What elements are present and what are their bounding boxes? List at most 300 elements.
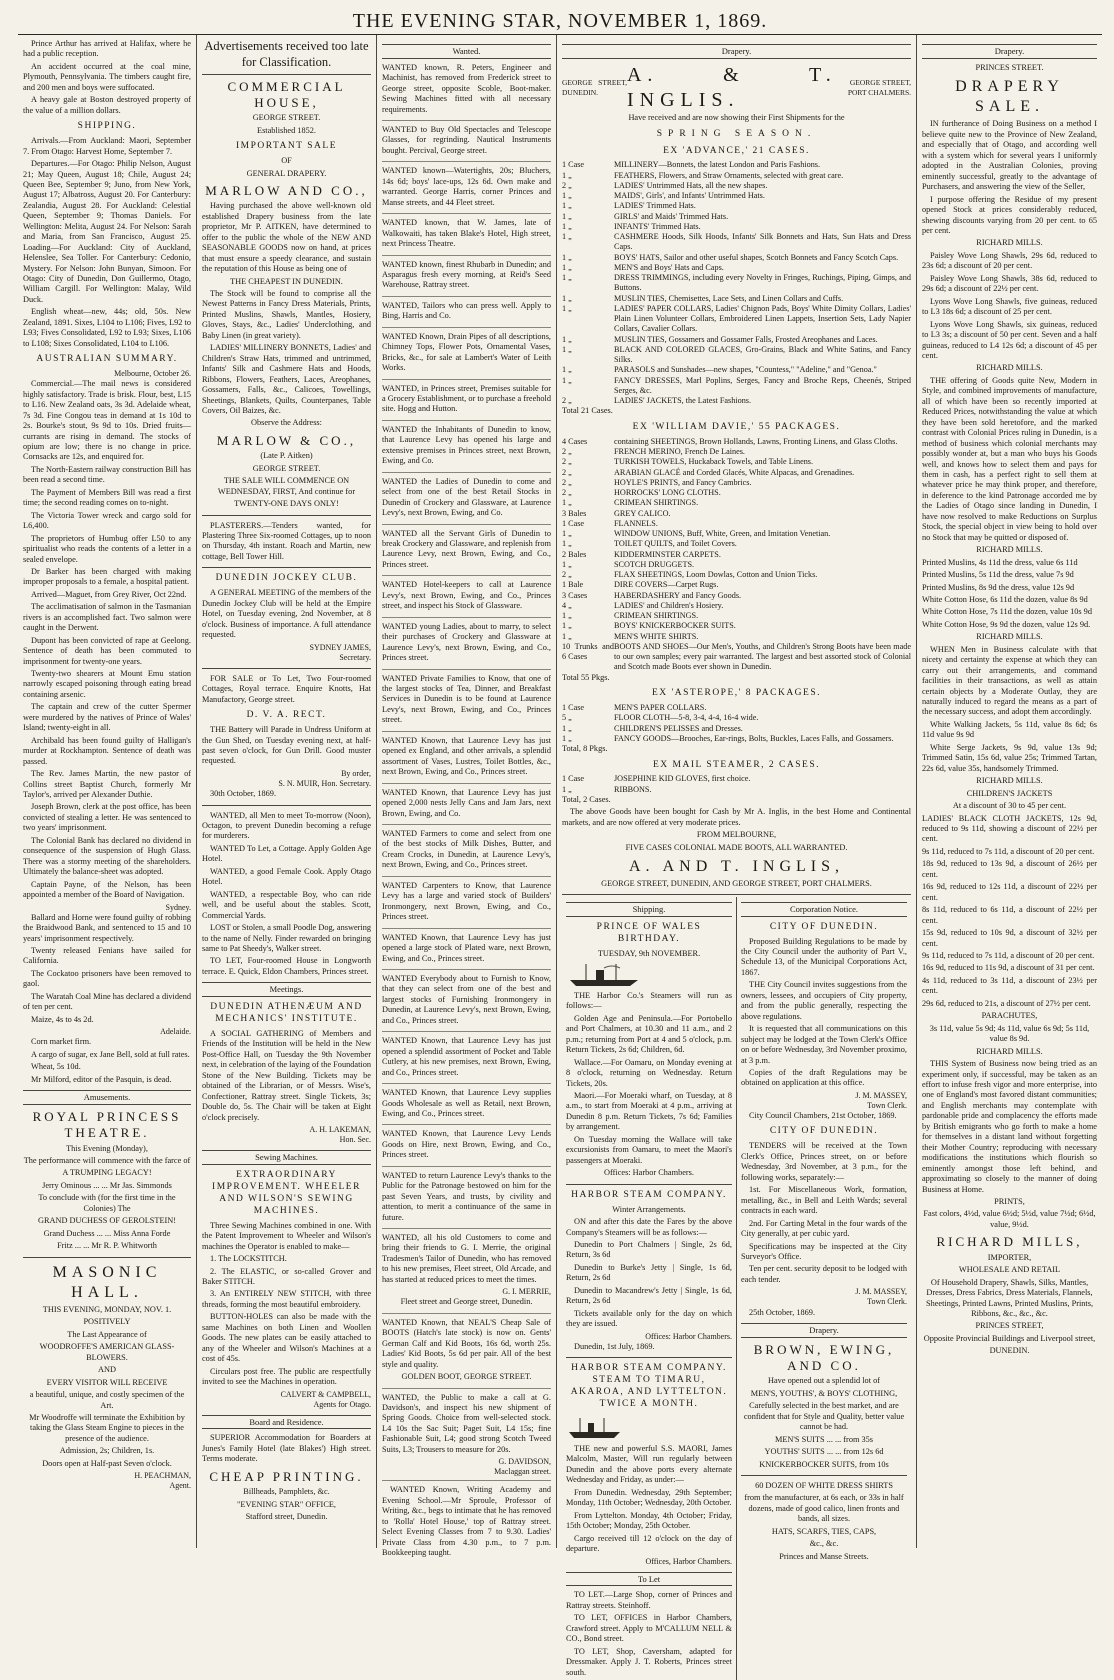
divider [566, 1184, 732, 1185]
hsc-line: ON and after this date the Fares by the above Company's Steamers will be as follows:— [566, 1217, 732, 1237]
goods-description: GREY CALICO. [614, 508, 671, 518]
goods-description: FLANNELS. [614, 518, 658, 528]
jockey-club-title: DUNEDIN JOCKEY CLUB. [215, 573, 358, 584]
prints-body: Fast colors, 4½d, value 6½d; 5½d, value 7½d; 6½d, value, 9½d. [923, 1209, 1096, 1229]
to-let-ad: TO LET, OFFICES in Harbor Chambers, Crawford street. Apply to M'CALLUM NELL & CO., Bond street. [566, 1613, 732, 1644]
summary-item: The Victoria Tower wreck and cargo sold for L6,400. [23, 510, 191, 531]
richard-mills: RICHARD MILLS. [976, 1046, 1043, 1056]
goods-row [562, 345, 911, 366]
wanted-ad-text: WANTED, the Public to make a call at G. Davidson's, and inspect his new shipment of Spring Goods. Choice from well-selected stock. L4 10s the Sac Suit; Paget Suit, L4 15s; fine Fashionable Suit, L4; good strong Scotch Tweed Suits, L3; Trousers to measure for 20s. [382, 1392, 551, 1454]
brown-ewing-title: BROWN, EWING, AND CO. [753, 1341, 895, 1374]
lost-ad: LOST or Stolen, a small Poodle Dog, answering to the name of Nelly. Finder rewarded on bringing same to Pat Sheedy's, Walker street. [202, 923, 371, 953]
goods-description: GIRLS' and Maids' Trimmed Hats. [614, 211, 729, 221]
sydney-item: Maize, 4s to 4s 2d. [31, 1014, 94, 1024]
sale-begin: THE SALE WILL COMMENCE ON WEDNESDAY, FIRST, And continue for [217, 476, 356, 496]
goods-row [562, 539, 911, 549]
mills-intro: IN furtherance of Doing Business on a method I believe quite new to the Province of New Zealand, and especially that of Otago, and according well with a system which for several years I uniformly adopted in the Australian Colonies, proving eminently successful, greatly to the advantage of Purchasers, and answering the view of the Seller, [922, 119, 1097, 192]
masonic-line: THIS EVENING, MONDAY, NOV. 1. [42, 1304, 172, 1314]
goods-description: CHILDREN'S PELISSES and Dresses. [614, 723, 743, 733]
ladies-line: 18s 9d, reduced to 13s 9d, a discount of 26½ per cent. [922, 859, 1097, 879]
theatre-line: The performance will commence with the farce of [23, 1155, 191, 1165]
masonic-title: MASONIC HALL. [52, 1263, 162, 1301]
to-let-ad: TO LET, Shop, Caversham, adapted for Dressmaker. Apply J. T. Roberts, Princes street south. [566, 1646, 732, 1677]
shirts-body: from the manufacturer, at 6s each, or 33s in half dozens, made of good calico, linen fronts and bands, all sizes. [744, 1493, 904, 1524]
goods-row [562, 611, 911, 621]
tender-line: TENDERS will be received at the Town Clerk's Office, Princes street, on or before Wednesday, 3rd November, at 3 p.m., for the following works, separately:— [741, 1141, 907, 1182]
goods-quantity: 2 „ [562, 447, 572, 457]
wanted-ad-neal [382, 1318, 551, 1389]
meetings-heading: Meetings. [202, 982, 371, 997]
children-jackets: CHILDREN'S JACKETS [966, 788, 1053, 798]
goods-quantity: 2 „ [562, 457, 572, 467]
goods-description: DIRE COVERS—Carpet Rugs. [614, 580, 719, 590]
goods-quantity: 1 „ [562, 375, 572, 385]
adelaide-item: Corn market firm. [31, 1037, 92, 1047]
theatre-line: To conclude with (for the first time in the Colonies) The [38, 1193, 176, 1213]
children-discount: At a discount of 30 to 45 per cent. [952, 801, 1067, 811]
wanted-ad [382, 674, 551, 732]
column-2 [196, 35, 376, 1548]
dva-order: By order, [341, 768, 371, 778]
goods-row [562, 601, 911, 611]
goods-quantity: 2 „ [562, 570, 572, 580]
masonic-line: WOODROFFE'S AMERICAN GLASS-BLOWERS. [39, 1342, 175, 1362]
wanted-ad-text: WANTED Hotel-keepers to call at Laurence Levy's, next Brown, Ewing, and Co., Princes street, and inspect his Stock of Glassware. [382, 580, 551, 611]
beco-address: Princes and Manse Streets. [779, 1551, 869, 1561]
divider [202, 668, 371, 669]
goods-quantity: 2 „ [562, 396, 572, 406]
goods-description: LADIES' Untrimmed Hats, all the new shapes. [614, 180, 768, 190]
hsc-date: Dunedin, 1st July, 1869. [574, 1341, 655, 1351]
hats-line: HATS, SCARFS, TIES, CAPS, [771, 1526, 877, 1536]
mills-footer-line: Opposite Provincial Buildings and Liverpool street, [923, 1333, 1096, 1343]
news-top [23, 39, 191, 116]
hsc-line: Tickets available only for the day on which they are issued. [566, 1308, 732, 1329]
asterope-table [562, 703, 911, 744]
goods-quantity: 3 Bales [562, 508, 587, 518]
sale-heading: IMPORTANT SALE [235, 141, 338, 152]
dva-title: D. V. A. RECT. [246, 710, 327, 721]
masonic-signature-title: Agent. [169, 1481, 191, 1491]
goods-row [562, 580, 911, 590]
goods-quantity: 1 Bale [562, 580, 584, 590]
masthead: THE EVENING STAR, NOVEMBER 1, 1869. [18, 8, 1102, 35]
sale-of: OF [281, 156, 292, 166]
corp-signature-title: Town Clerk. [867, 1100, 907, 1110]
wanted-ad-text: WANTED Known, Drain Pipes of all descriptions, Chimney Tops, Flower Pots, Ornamental Vases, Bricks, &c., for sale at Lambert's Water of Leith Works. [382, 331, 551, 373]
inglis-firm-2: A. AND T. INGLIS, [628, 858, 845, 876]
marlow-observe: Observe the Address: [251, 418, 322, 428]
muslin-line: Printed Muslins, 4s 11d the dress, value 6s 11d [922, 557, 1078, 567]
corp-line: THE City Council invites suggestions from the owners, lessees, and occupiers of City property, and from the public generally, respecting the above regulations. [741, 980, 907, 1021]
tender-line: 2nd. For Carting Metal in the four wards of the City generally, at per cubic yard. [741, 1218, 907, 1239]
wanted-ad-text: WANTED known, R. Peters, Engineer and Machinist, has removed from Frederick street to George street, opposite Scoble, Boot-maker. Sewing Machines fitted with all necessary requirements. [382, 62, 551, 114]
goods-description: MUSLIN TIES, Chemisettes, Lace Sets, and Linen Collars and Cuffs. [614, 293, 844, 303]
wanted-ad-text: WANTED the Inhabitants of Dunedin to know, that Laurence Levy has opened his large and extensive premises in Princes street, next Brown, Ewing, and Co. [382, 424, 551, 466]
asterope-heading: EX 'ASTEROPE,' 8 PACKAGES. [651, 688, 822, 699]
dva-date: 30th October, 1869. [210, 789, 277, 799]
goods-description: FANCY GOODS—Brooches, Ear-rings, Bolts, Buckles, Laces Falls, and Gossamers. [614, 733, 894, 743]
mail-table [562, 774, 911, 795]
wanted-ad-text: WANTED Known, that Laurence Levy has just opened 2,000 nests Jelly Cans and Jam Jars, next Brown, Ewing, and Co. [382, 787, 551, 818]
goods-description: LADIES' PAPER COLLARS, Ladies' Chignon Pads, Boys' White Dimity Collars, Ladies' Plain Linen Volunteer Collars, Embroidered Linen Lappets, Insertion Sets, Lady Napier Collars, Cavalier Collars. [614, 303, 911, 334]
goods-description: RIBBONS. [614, 784, 652, 794]
sewing-heading: Sewing Machines. [202, 1150, 371, 1165]
goods-quantity: 1 „ [562, 191, 572, 201]
mills-footer-name: RICHARD MILLS, [936, 1234, 1083, 1250]
corp-date: City Council Chambers, 21st October, 1869. [749, 1111, 897, 1121]
wanted-ad-text: WANTED known, finest Rhubarb in Dunedin; and Asparagus fresh every morning, at Reid's Seed Warehouse, Rattray street. [382, 259, 551, 290]
wanted-ad-text: WANTED Known, that NEAL'S Cheap Sale of BOOTS (Hatch's late stock) is now on. Gents' German Calf and Kid Boots, 16s 6d, worth 25s. Ladies' Kid Boots, 5s 6d per pair. All of the best style and quality. [382, 1317, 551, 1369]
sewing-line: BUTTON-HOLES can also be made with the same Machines on both Linen and Woollen Goods. The new plates can be easily attached to any of the Wheeler and Wilson's Machines at a cost of 45s. [202, 1312, 371, 1364]
etc-line: &c., &c. [809, 1539, 839, 1549]
wanted-ad-text: WANTED, Tailors who can press well. Apply to Bing, Harris and Co. [382, 300, 551, 321]
wanted-ad-text: WANTED Known, that Laurence Levy Lends Goods on Hire, next Brown, Ewing, and Co., Princes street. [382, 1129, 551, 1160]
tender-signature: J. M. MASSEY, [855, 1287, 907, 1297]
goods-quantity: 2 „ [562, 488, 572, 498]
ladies-line: 4s 11d, reduced to 3s 11d, a discount of 23½ per cent. [922, 975, 1097, 996]
wanted-ad-writing [382, 1485, 551, 1558]
goods-quantity: 1 „ [562, 784, 572, 794]
corp-line: It is requested that all communications on this subject may be lodged at the Town Clerk's Office on or before Wednesday, 3rd November proximo, at 3 p.m. [741, 1024, 907, 1065]
goods-quantity: 1 „ [562, 559, 572, 569]
shipping-item: Arrivals.—From Auckland: Maori, September 7. From Otago: Harvest Home, September 7. [23, 136, 191, 156]
goods-row [562, 232, 911, 253]
goods-row [562, 181, 911, 191]
drapery-sale-title: DRAPERY SALE. [955, 78, 1064, 116]
merrie-signature: G. I. MERRIE, [502, 1287, 551, 1297]
harbor-line: On Tuesday morning the Wallace will take excursionists from Oamaru, to meet the Maori's passengers at Moeraki. [566, 1134, 732, 1165]
marlow-title: MARLOW AND CO., [205, 183, 368, 199]
sewing-title: EXTRAORDINARY IMPROVEMENT. WHEELER AND WILSON'S SEWING MACHINES. [212, 1169, 361, 1216]
masonic-line: Doors open at Half-past Seven o'clock. [42, 1458, 172, 1468]
masonic-line: Mr Woodroffe will terminate the Exhibition by taking the Glass Steam Engine to pieces in the presence of the audience. [29, 1412, 185, 1443]
marlow-late: (Late P. Aitken) [260, 451, 313, 461]
goods-quantity: 1 „ [562, 201, 572, 211]
goods-description: INFANTS' Trimmed Hats. [614, 221, 701, 231]
adelaide-item: Wheat, 5s 10d. [31, 1062, 81, 1072]
marlow-title-2: MARLOW & CO., [216, 432, 357, 448]
davidson-signature: G. DAVIDSON, [498, 1457, 551, 1467]
mills-footer-line: IMPORTER, [987, 1252, 1032, 1262]
wanted-ad [382, 580, 551, 617]
summary-heading: AUSTRALIAN SUMMARY. [36, 354, 178, 365]
muslin-line: White Cotton Hose, 9s 9d the dozen, value 12s 9d. [922, 619, 1091, 629]
shipping-heading: SHIPPING. [77, 121, 137, 132]
ladies-line: 16s 9d, reduced to 12s 11d, a discount of 22½ per cent. [922, 882, 1097, 902]
dva-notice: THE Battery will Parade in Undress Uniform at the Gun Shed, on Tuesday evening next, at half-past seven o'clock, for Gun Drill. Good muster requested. [202, 725, 371, 766]
jockey-club-notice: A GENERAL MEETING of the members of the Dunedin Jockey Club will be held at the Empire Hotel, on Tuesday evening, 2nd November, at 8 o'clock. Business of importance. A full attendance requested. [202, 588, 371, 640]
marlow-body: LADIES' MILLINERY BONNETS, Ladies' and Children's Straw Hats, trimmed and untrimmed, Infants' Silk and Cashmere Hats and Hoods, Ribbons, Flowers, Feathers, Laces, Areophanes, Gossamers, Falls, &c., Calicoes, Towellings, Sheetings, Blankets, Quilts, Counterpanes, Table Covers, Oil Baizes, &c. [202, 343, 371, 416]
birthday-title: PRINCE OF WALES BIRTHDAY. [596, 921, 702, 944]
summary-list [23, 379, 191, 900]
inglis-firm: A. & T. INGLIS. [626, 63, 837, 111]
goods-description: FLAX SHEETINGS, Loom Dowlas, Cotton and Union Ticks. [614, 570, 818, 580]
goods-quantity: 1 Case [562, 774, 585, 784]
goods-quantity: 1 „ [562, 723, 572, 733]
summary-item: The acclimatisation of salmon in the Tasmanian rivers is an accomplished fact. Two salmon were caught in the Derwent. [23, 602, 191, 633]
divider [741, 1475, 907, 1476]
goods-row [562, 703, 911, 713]
summary-item: Dr Barker has been charged with making improper proposals to a female, a hospital patient. [23, 566, 191, 587]
goods-description: MEN'S and Boys' Hats and Caps. [614, 262, 724, 272]
wanted-ad-text: WANTED, in Princes street, Premises suitable for a Grocery Establishment, or to purchase a freehold site. Hogg and Hutton. [382, 383, 551, 414]
to-let-heading: To Let [566, 1572, 732, 1587]
wanted-ad-merrie [382, 1233, 551, 1314]
to-let-ad: TO LET, Four-roomed House in Longworth terrace. E. Quick, Eldon Chambers, Princes street. [202, 956, 371, 976]
wanted-ad-text: WANTED Known, Writing Academy and Evening School.—Mr Sproule, Professor of Writing, &c., begs to intimate that he has removed to 'Rolla' Hotel House,' top of Rattray street. Select Evening Classes from 7 to 9.30. Ladies' Private Class from 4.30 p.m., to 7 p.m. Bookkeeping taught. [382, 1485, 551, 1558]
mills-footer-line: PRINCES STREET, [975, 1321, 1044, 1331]
goods-quantity: 1 „ [562, 211, 572, 221]
harbor-line: Golden Age and Peninsula.—For Portobello and Port Chalmers, at 10.30 and 11 a.m., and 2 p.m.; returning from Port at 4 and 5 o'clock, p.m. Return Tickets, 2s 6d; Children, 6d. [566, 1013, 732, 1055]
goods-row [562, 201, 911, 211]
wanted-ad-davidson [382, 1393, 551, 1482]
summary-item: Archibald has been found guilty of Halligan's murder at Rockhampton. Sentence of death was passed. [23, 735, 191, 766]
sewing-line: 1. The LOCKSTITCH. [210, 1254, 287, 1264]
goods-quantity: 5 „ [562, 713, 572, 723]
wanted-ad-text: WANTED Known, that Laurence Levy has just opened a splendid assortment of Pocket and Table Cutlery, at his new premises, next Brown, Ewing, and Co., Princes street. [382, 1036, 551, 1077]
cheap-printing-office: "EVENING STAR" OFFICE, [237, 1499, 336, 1509]
davie-total: Total 55 Pkgs. [562, 672, 610, 682]
shipping-item: Departures.—For Otago: Philip Nelson, August 21; May Queen, August 18; Chile, August 24; Queen Bee, September 9; Juno, from New York, August 17; Albatross, August 20. For Canterbury: Zealandia, August 28. For Auckland: Celestial Queen, September 9; Thomas Daniels. For Wellington: Melita, August 24. For Nelson: Sarah and Maria, from San Francisco, August 25. Loading—For Auckland: City of Auckland, Helenslee, Sea Toller. For Canterbury: Cedonio, Mystery. For Nelson: John Bunyan, Simoon. For Otago: City of Dunedin, Don Guillermo, Otago, William Cargill. For Wellington: Malay, Wild Duck. [23, 159, 191, 304]
goods-description: MUSLIN TIES, Gossamers and Gossamer Falls, Frosted Areophanes and Laces. [614, 334, 878, 344]
goods-row [562, 724, 911, 734]
goods-quantity: 1 „ [562, 344, 572, 354]
columns [18, 35, 1102, 1677]
column-3 [376, 35, 556, 1558]
goods-description: MILLINERY—Bonnets, the latest London and Paris Fashions. [614, 160, 821, 170]
goods-quantity: 3 Cases [562, 590, 588, 600]
wanted-ad-text: WANTED Private Families to Know, that one of the largest stocks of Tea, Dinner, and Breakfast Services in Dunedin is to be found at Laurence Levy's, next Brown, Ewing, and Co., Princes street. [382, 673, 551, 725]
goods-row [562, 642, 911, 673]
masonic-line: POSITIVELY [83, 1317, 131, 1327]
goods-quantity: 1 „ [562, 621, 572, 631]
goods-row [562, 621, 911, 631]
timaru-line: THE new and powerful S.S. MAORI, James Malcolm, Master, Will run regularly between Dunedin and the above ports every alternate Wednesday and Friday, as under:— [566, 1444, 732, 1485]
ladies-line: 9s 11d, reduced to 7s 11d, a discount of 20 per cent. [922, 846, 1095, 856]
marlow-street: GEORGE STREET. [252, 463, 321, 473]
goods-quantity: 1 „ [562, 252, 572, 262]
drapery-heading: Drapery. [922, 44, 1097, 59]
ladies-line: 15s 9d, reduced to 10s 9d, a discount of 32½ per cent. [922, 928, 1097, 948]
goods-description: BOOTS AND SHOES—Our Men's, Youths, and Children's Strong Boots have been made to our own samples; every pair warranted. The largest and best assorted stock of Colonial and Scotch made Boots ever shown in Dunedin. [614, 641, 911, 672]
corp-signature: J. M. MASSEY, [855, 1090, 907, 1100]
beco-line: YOUTHS' SUITS ... ... from 12s 6d [764, 1447, 884, 1457]
mills-intro: I purpose offering the Residue of my present opened Stock at prices considerably reduced, shewing discounts varying from 20 per cent. to 65 per cent. [922, 194, 1097, 235]
goods-row [562, 529, 911, 539]
wanted-ad [382, 933, 551, 970]
column-5 [916, 35, 1102, 1548]
inglis-boots: FIVE CASES COLONIAL MADE BOOTS, ALL WARRANTED. [625, 842, 848, 852]
goods-row [562, 498, 911, 508]
marlow-cheapest: THE CHEAPEST IN DUNEDIN. [230, 276, 343, 286]
parachutes-title: PARACHUTES, [981, 1011, 1038, 1021]
theatre-title: ROYAL PRINCESS THEATRE. [32, 1108, 182, 1141]
advance-table [562, 160, 911, 406]
goods-description: HABERDASHERY and Fancy Goods. [614, 590, 742, 600]
tender-date: 25th October, 1869. [749, 1307, 816, 1317]
harbor-offices: Offices: Harbor Chambers. [604, 1168, 694, 1178]
tender-line: Specifications may be inspected at the City Surveyor's Office. [741, 1241, 907, 1261]
goods-description: BOYS' HATS, Sailor and other useful shapes, Scotch Bonnets and Fancy Scotch Caps. [614, 252, 899, 262]
adelaide-dateline: Adelaide. [160, 1027, 191, 1037]
theatre-line: Grand Duchess ... ... Miss Anna Forde [43, 1228, 171, 1238]
wanted-ad [382, 260, 551, 297]
wanted-ad [382, 529, 551, 577]
goods-row [562, 396, 911, 406]
shawl-line: Lyons Wove Long Shawls, five guineas, reduced to L3 18s 6d; a discount of 25 per cent. [922, 296, 1097, 317]
advance-total: Total 21 Cases. [562, 406, 613, 416]
wanted-ad [382, 829, 551, 877]
summary-item: Arrived—Maguet, from Grey River, Oct 22nd. [31, 589, 187, 599]
goods-description: BLACK AND COLORED GLACES, Gro-Grains, Black and White Satins, and Fancy Silks. [614, 344, 911, 365]
cheap-printing-address: Stafford street, Dunedin. [245, 1512, 328, 1522]
divider [566, 1357, 732, 1358]
jockey-club-signature-title: Secretary. [339, 652, 371, 662]
richard-mills: RICHARD MILLS. [976, 632, 1043, 642]
commercial-established: Established 1852. [257, 125, 316, 135]
wanted-ad: WANTED, a respectable Boy, who can ride well, and be useful about the stables. Scott, Commercial Yards. [202, 889, 371, 920]
summary-item: The proprietors of Humbug offer L50 to any spiritualist who reads the contents of a letter in a sealed envelope. [23, 533, 191, 564]
goods-quantity: 1 „ [562, 365, 572, 375]
corporation-heading: Corporation Notice. [741, 902, 907, 917]
tender-signature-title: Town Clerk. [867, 1297, 907, 1307]
board-heading: Board and Residence. [202, 1415, 371, 1430]
sydney-item: Twenty released Fenians have sailed for California. [23, 945, 191, 966]
summary-item: Dupont has been convicted of rape at Geelong. Sentence of death has been commuted to imprisonment for twenty-one years. [23, 635, 191, 666]
masonic-line: EVERY VISITOR WILL RECEIVE [46, 1377, 168, 1387]
to-let-ad: TO LET.—Large Shop, corner of Princes and Rattray streets. Steinhoff. [566, 1590, 732, 1610]
goods-row [562, 335, 911, 345]
shipping-item: English wheat—new, 44s; old, 50s. New Zealand, 1891. Sixes, L104 to L106; Fives, L92 to L93; Fives Consolidated, L92 to L93; Sixes, L106 to L108; Sixes Consolidated, L104 to L106. [23, 307, 191, 348]
hsc-line: Dunedin to Macandrew's Jetty | Single, 1s 6d, Return, 2s 6d [566, 1285, 732, 1306]
goods-quantity: 1 „ [562, 170, 572, 180]
goods-quantity: 1 „ [562, 262, 572, 272]
athenaeum-signature-title: Hon. Sec. [339, 1135, 371, 1145]
news-item: Prince Arthur has arrived at Halifax, where he had a public reception. [23, 39, 191, 59]
golden-boot: GOLDEN BOOT, GEORGE STREET. [401, 1372, 532, 1382]
column-4 [556, 35, 916, 1677]
muslin-line: Printed Muslins, 5s 11d the dress, value 7s 9d [922, 570, 1074, 580]
goods-row [562, 222, 911, 232]
goods-row [562, 160, 911, 170]
goods-row [562, 632, 911, 642]
goods-description: LADIES' and Children's Hosiery. [614, 600, 724, 610]
muslin-line: White Cotton Hose, 7s 11d the dozen, value 10s 9d [922, 607, 1092, 617]
wanted-ad [382, 1129, 551, 1166]
goods-row [562, 713, 911, 723]
harbor-line: Wallace.—For Oamaru, on Monday evening at 8 o'clock, returning on Wednesday. Return Tickets, 20s. [566, 1057, 732, 1088]
goods-row [562, 294, 911, 304]
dva-signature: S. N. MUIR, Hon. Secretary. [278, 778, 371, 788]
beco-line: MEN'S, YOUTHS', & BOYS' CLOTHING, [750, 1388, 898, 1398]
inglis-header [562, 63, 911, 113]
goods-description: KIDDERMINSTER CARPETS. [614, 549, 721, 559]
tender-line: Ten per cent. security deposit to be lodged with each tender. [741, 1264, 907, 1284]
goods-row [562, 570, 911, 580]
ladies-line: 16s 9d, reduced to 11s 9d, a discount of 31 per cent. [922, 963, 1095, 973]
wanted-ad-text: WANTED known—Watertights, 20s; Bluchers, 14s 6d; boys' lace-ups, 12s 6d. Own make and warranted. George Harris, corner Princes and Manse streets, and 44 Fleet street. [382, 166, 551, 207]
corp-line: Proposed Building Regulations to be made by the City Council under the authority of Part V., Schedule 13, of the Municipal Corporations Act, 1867. [741, 936, 907, 977]
wanted-ad-text: WANTED to return Laurence Levy's thanks to the Public for the Patronage bestowed on him for the past Seven Years, and trusts, by civility and attention, to merit a continuance of the same in future. [382, 1170, 551, 1222]
wanted-ad-text: WANTED Farmers to come and select from one of the best stocks of Milk Dishes, Butter, and Cream Crocks, in Dunedin, at Laurence Levy's, next Brown, Ewing, and Co., Princes street. [382, 828, 551, 870]
goods-description: TURKISH TOWELS, Huckaback Towels, and Table Linens. [614, 457, 814, 467]
commercial-house-title: COMMERCIAL HOUSE, [227, 78, 346, 110]
ladies-list [922, 814, 1097, 1010]
davie-table [562, 437, 911, 673]
harbor-intro: THE Harbor Co.'s Steamers will run as follows:— [566, 990, 732, 1011]
beco-line: MEN'S SUITS ... ... from 35s [774, 1434, 874, 1444]
theatre-line: A TRUMPING LEGACY! [62, 1168, 152, 1178]
wanted-ad [382, 166, 551, 214]
goods-row [562, 519, 911, 529]
masonic-line: a beautiful, unique, and costly specimen of the Art. [29, 1390, 185, 1410]
princes-street: PRINCES STREET. [975, 62, 1044, 72]
goods-row [562, 437, 911, 447]
goods-quantity: 1 „ [562, 303, 572, 313]
goods-quantity: 1 Case [562, 703, 585, 713]
goods-quantity: 1 „ [562, 611, 572, 621]
beco-line: Carefully selected in the best market, and are confident that for Style and Quality, better value cannot be had. [743, 1401, 905, 1432]
wanted-ad-text: WANTED to Buy Old Spectacles and Telescope Glasses, for regrinding. Nautical Instruments bought. Percival, George street. [382, 124, 551, 155]
goods-quantity: 2 Bales [562, 549, 587, 559]
advance-heading: EX 'ADVANCE,' 21 CASES. [663, 145, 810, 156]
masonic-line: Admission, 2s; Children, 1s. [59, 1446, 155, 1456]
goods-description: BOYS' KNICKERBOCKER SUITS. [614, 621, 736, 631]
summary-item: Twenty-two shearers at Mount Emu station narrowly escaped poisoning through eating bread containing arsenic. [23, 669, 191, 699]
summary-item: Commercial.—The mail news is considered highly satisfactory. Trade is brisk. Flour, best, L15 to L16. New Zealand oats, 3s 3d. Adelaide wheat, 7s 3d. Fine Congou teas in demand at 1s 10d to 2s. Bourke's stout, 9s 9d to 10s. Dried fruits—currants are rising in demand. The stocks of opium are low; there is no change in price. Cornsacks are 12s, and enquired for. [23, 379, 191, 462]
hsc-subtitle: Winter Arrangements. [612, 1204, 686, 1214]
amusements-heading: Amusements. [23, 1090, 191, 1105]
goods-row [562, 734, 911, 744]
sydney-dateline: Sydney. [165, 902, 191, 912]
jacket-line: White Walking Jackets, 5s 11d, value 8s 6d; 6s 11d value 9s 9d [922, 719, 1097, 740]
mills-offering: THE offering of Goods quite New, Modern in Style, and combined improvements of manufacture, all of which have been so recently imported at Reduced Prices, notwithstanding the value at which they have been sold heretofore, and the marked contrast with Colonial Prices ruling in Dunedin, is a method of business which colonial merchants may possibly wonder at, but a man who buys his Goods well, and knows how to select them and pays for them in cash, has a perfect right to sell them at whatever price he may think proper, and therefore, in deference to the kind Patronage accorded me by the Ladies of Otago since landing in Dunedin, I have now resolved to make Reductions on Surplus Stock, the special object in view being to hold over no Stock that may be quitted or disposed of. [922, 375, 1097, 542]
hsc-line: Dunedin to Burke's Jetty | Single, 1s 6d, Return, 2s 6d [566, 1262, 732, 1283]
goods-row [562, 365, 911, 375]
goods-quantity: 1 „ [562, 631, 572, 641]
shipping-subcolumn [562, 897, 736, 1680]
shawl-line: Paisley Wove Long Shawls, 38s 6d, reduced to 29s 6d; a discount of 22½ per cent. [922, 273, 1097, 294]
wanted-ad [382, 384, 551, 421]
summary-item: The captain and crew of the cutter Spermer were murdered by the natives of Prince of Wales' Island; twenty-eight in all. [23, 702, 191, 733]
wanted-ad: WANTED To Let, a Cottage. Apply Golden Age Hotel. [202, 843, 371, 864]
summary-item: The Colonial Bank has declared no dividend in consequence of the suspension of Hugh Glass. There was a stormy meeting of the shareholders. Ultimately the balance-sheet was adopted. [23, 835, 191, 877]
beco-line: Have opened out a splendid lot of [768, 1376, 880, 1386]
late-ads-heading: Advertisements received too late for Classification. [202, 39, 371, 75]
sydney-item: Ballard and Horne were found guilty of robbing the Braidwood Bank, and sentenced to 15 and 10 years' imprisonment respectively. [23, 912, 191, 943]
goods-row [562, 253, 911, 263]
harbor-line: Maori.—For Moeraki wharf, on Tuesday, at 8 a.m., to start from Moeraki at 4 p.m., arriving at Dunedin 8 p.m. Return Tickets, 7s 6d; Families by arrangement. [566, 1091, 732, 1132]
goods-description: JOSEPHINE KID GLOVES, first choice. [614, 774, 751, 784]
goods-row [562, 273, 911, 294]
tender-line: 1st. For Miscellaneous Work, formation, metalling, &c., in Bell and Leith Wards; several contracts in each ward. [741, 1185, 907, 1216]
goods-quantity: 1 „ [562, 529, 572, 539]
goods-row [562, 263, 911, 273]
theatre-line: This Evening (Monday), [66, 1143, 148, 1153]
masonic-signature: H. PEACHMAN, [134, 1471, 191, 1481]
goods-quantity: 10 Trunks and 6 Cases [562, 641, 614, 662]
ladies-line: 29s 6d, reduced to 21s, a discount of 27½ per cent. [922, 998, 1091, 1008]
richard-mills: RICHARD MILLS. [976, 545, 1043, 555]
goods-row [562, 785, 911, 795]
wanted-ad [382, 788, 551, 825]
mail-heading: EX MAIL STEAMER, 2 CASES. [653, 759, 820, 770]
wanted-ad-text: WANTED Known, that Laurence Levy has just opened ex England, and other arrivals, a splendid assortment of Vases, Lustres, Toilet Bottles, &c., next Brown, Ewing, and Co., Princes street. [382, 735, 551, 777]
wanted-ad [382, 622, 551, 670]
wanted-ad [382, 332, 551, 380]
commercial-street: GEORGE STREET. [252, 113, 321, 123]
